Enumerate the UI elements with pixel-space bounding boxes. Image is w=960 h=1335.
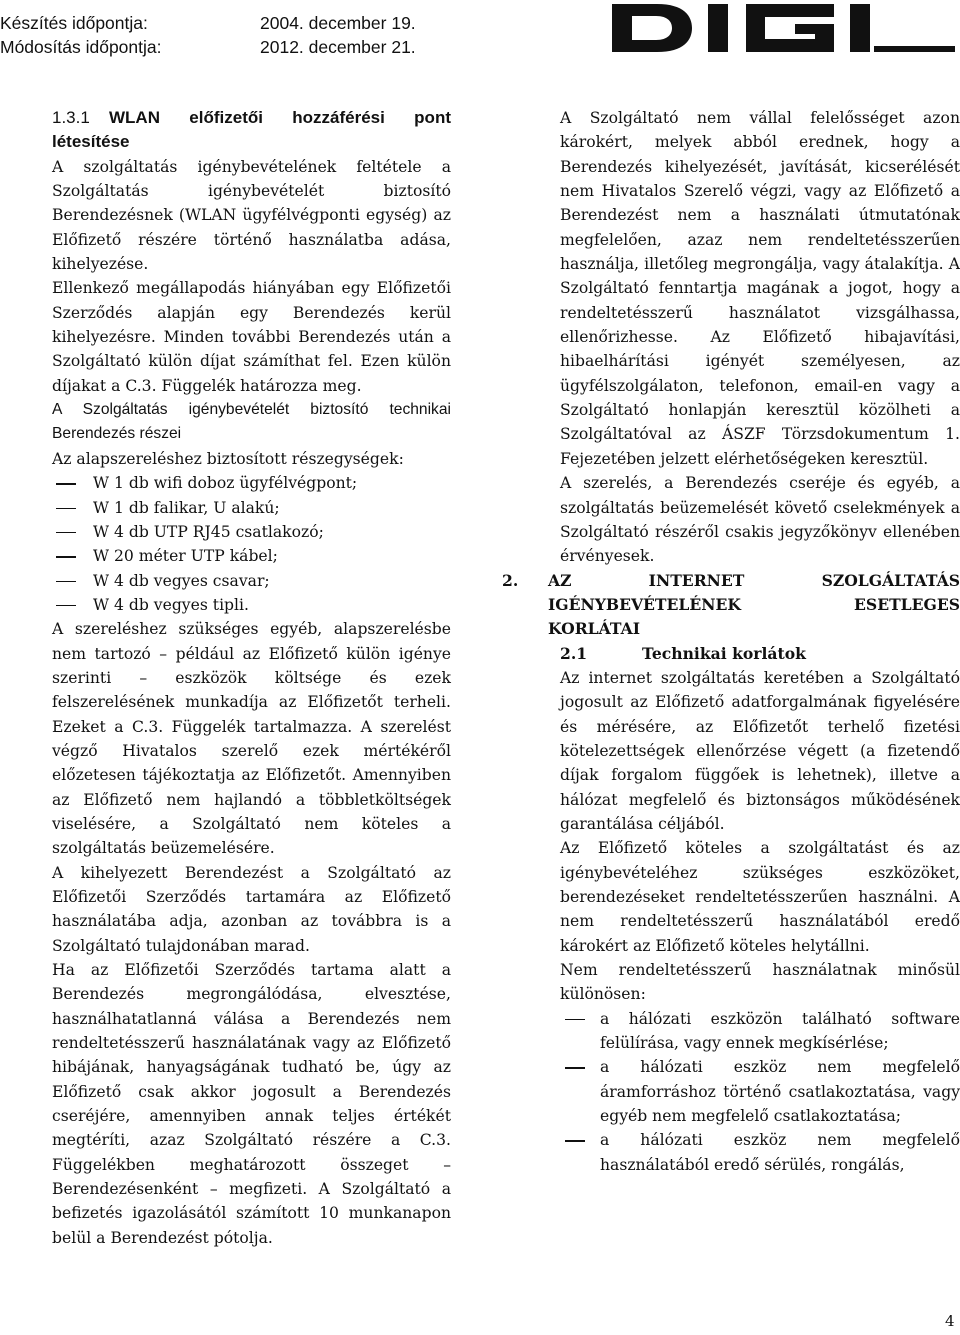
created-date: 2004. december 19. [260, 13, 416, 33]
paragraph: Az alapszereléshez biztosított részegységek: [52, 449, 404, 468]
list-item: W 4 db vegyes csavar; [52, 569, 451, 593]
created-label: Készítés időpontja: [0, 13, 148, 33]
page-number: 4 [945, 1312, 955, 1330]
paragraph: Az internet szolgáltatás keretében a Szolgáltató jogosult az Előfizető adatforgalmának figyelésére és mérésére, az Előfizetőt terhelő fizetési kötelezettségek ellenőrzése végett (a fizetendő díjak forgalom függőek is lehetnek), illetve a hálózat megfelelő és biztonságos működésének garantálása céljából. [560, 668, 960, 833]
list-item: W 20 méter UTP kábel; [52, 544, 451, 568]
right-column [502, 106, 960, 1177]
list-item: a hálózati eszköz nem megfelelő áramforráshoz történő csatlakoztatása, vagy egyéb nem megfelelő csatlakoztatása; [560, 1055, 960, 1128]
digi-logo [612, 2, 955, 54]
paragraph: A Szolgáltató nem vállal felelősséget azon károkért, melyek abból erednek, hogy a Berendezés kihelyezését, javítását, kicserélését nem Hivatalos Szerelő végzi, vagy az Előfizető a Berendezést nem a használati útmutatónak megfelelően, azaz nem rendeltetésszerűen használja, illetőleg megrongálja, vagy átalakítja. A Szolgáltató fenntartja magának a jogot, hogy a rendeltetésszerű használatot vizsgálhassa, ellenőrizhesse. Az Előfizető hibajavítási, hibaelhárítási igényét személyesen, az ügyfélszolgálaton, telefonon, email-en vagy a Szolgáltató honlapján keresztül közölheti a Szolgáltatóval az ÁSZF Törzsdokumentum 1. Fejezetében jelzett elérhetőségeken keresztül. [560, 109, 960, 468]
section-heading-2-1 [560, 642, 960, 666]
heading-word: IGÉNYBEVÉTELÉNEK [548, 594, 741, 614]
paragraph: Ellenkező megállapodás hiányában egy Előfizetői Szerződés alapján egy Berendezés kerül kihelyezésre. Minden további Berendezés után a Szolgáltató külön díjat számíthat fel. Ezen külön díjakat a C.3. Függelék határozza meg. [52, 279, 451, 395]
paragraph: Ha az Előfizetői Szerződés tartama alatt a Berendezés megrongálódása, elvesztése, használhatatlanná válása a Berendezés nem rendeltetésszerű használatának vagy az Előfizető hibájának, hanyagságának tudható be, úgy az Előfizető csak akkor jogosult a Berendezés cseréjére, amennyiben annak teljes értékét megtéríti, azaz Szolgáltató részére a C.3. Függelékben meghatározott összeget – Berendezésenként – megfizeti. A Szolgáltató a befizetés igazolásától számított 10 munkanapon belül a Berendezést pótolja. [52, 961, 451, 1247]
section-title: WLAN előfizetői hozzáférési pont létesítése [52, 108, 451, 152]
paragraph: Nem rendeltetésszerű használatnak minősül különösen: [560, 961, 960, 1004]
modified-date: 2012. december 21. [260, 37, 416, 57]
heading-word: KORLÁTAI [548, 619, 641, 639]
paragraph: A szereléshez szükséges egyéb, alapszerelésbe nem tartozó – például az Előfizető külön igénye szerinti – eszközök költsége és ezek felszerelésének munkadíja az Előfizetőt terheli. Ezeket a C.3. Függelék tartalmazza. A szerelést végző Hivatalos szerelő ezek mértékéről előzetesen tájékoztatja az Előfizetőt. Amennyiben az Előfizető nem hajlandó a többletköltségek viselésére, a Szolgáltató nem köteles a szolgáltatás beüzemelésére. [52, 620, 451, 858]
section-title: Technikai korlátok [642, 643, 806, 663]
list-item: a hálózati eszközön található software felülírása, vagy ennek megkísérlése; [560, 1007, 960, 1056]
paragraph: Az Előfizető köteles a szolgáltatást és az igénybevételéhez szükséges eszközöket, berendezéseket rendeltetésszerűen használni. A nem rendeltetésszerű használatából eredő károkért az Előfizető köteles helytállni. [560, 839, 960, 955]
left-column [52, 106, 451, 1250]
section-number: 2. [502, 570, 519, 590]
heading-word: ESETLEGES [854, 594, 960, 614]
list-item: W 1 db wifi doboz ügyfélvégpont; [52, 471, 451, 495]
heading-word: AZ [548, 570, 572, 590]
section-heading-1-3-1 [52, 106, 451, 155]
list-item: W 4 db UTP RJ45 csatlakozó; [52, 520, 451, 544]
section-heading-2 [502, 569, 960, 642]
heading-word: INTERNET [648, 570, 745, 590]
section-number: 1.3.1 [52, 108, 90, 127]
list-item: W 1 db falikar, U alakú; [52, 496, 451, 520]
paragraph: A Szolgáltatás igénybevételét biztosító technikai Berendezés részei [52, 401, 451, 443]
list-item: W 4 db vegyes tipli. [52, 593, 451, 617]
paragraph: A szerelés, a Berendezés cseréje és egyéb, a szolgáltatás beüzemelését követő cselekmények a Szolgáltató részéről csakis jegyzőkönyv ellenében érvényesek. [560, 474, 960, 566]
modified-label: Módosítás időpontja: [0, 37, 162, 57]
list-item: a hálózati eszköz nem megfelelő használatából eredő sérülés, rongálás, [560, 1128, 960, 1177]
paragraph: A kihelyezett Berendezést a Szolgáltató az Előfizetői Szerződés tartamára az Előfizető használatába adja, azonban az továbbra is a Szolgáltató tulajdonában marad. [52, 863, 451, 955]
heading-word: SZOLGÁLTATÁS [821, 570, 960, 590]
section-number: 2.1 [560, 643, 588, 663]
paragraph: A szolgáltatás igénybevételének feltétele a Szolgáltatás igénybevételét biztosító Berendezésnek (WLAN ügyfélvégponti egység) az Előfizető részére történő használatba adása, kihelyezése. [52, 157, 451, 274]
